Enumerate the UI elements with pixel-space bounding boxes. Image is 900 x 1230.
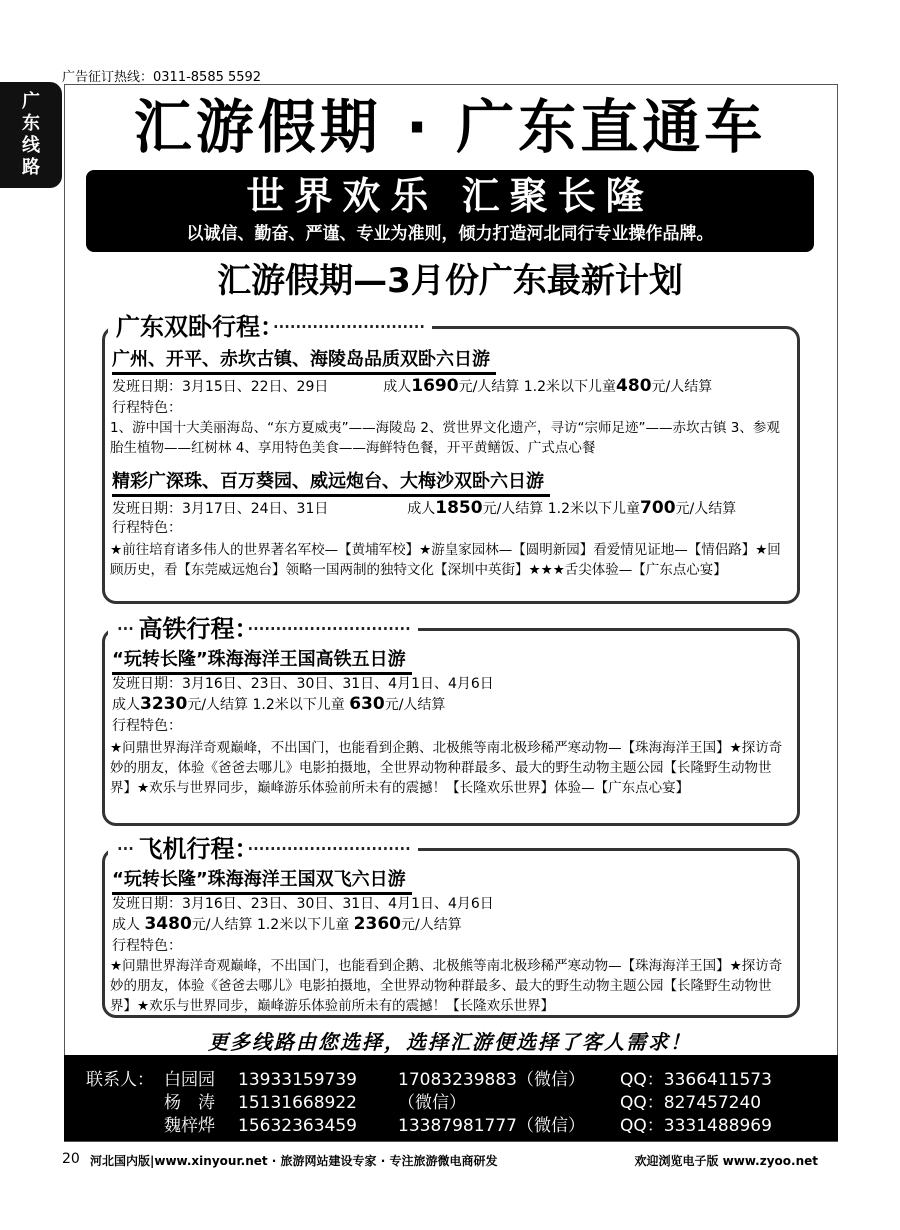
price-adult-unit: 元/人结算 1.2米以下儿童 [191,917,354,933]
dash-divider: ··························· [272,313,424,341]
feature-label: 行程特色： [112,520,182,536]
price-child-unit: 元/人结算 [651,379,713,395]
contact-label: 联系人： [86,1070,154,1090]
section-tab-guangdong [0,82,62,188]
price-child: 2360 [353,914,401,934]
more-routes-slogan: 更多线路由您选择，选择汇游便选择了客人需求！ [208,1030,692,1054]
contact-qq: QQ：3331488969 [620,1116,772,1136]
tour-title: “玩转长隆”珠海海洋王国双飞六日游 [112,868,412,895]
feature-label: 行程特色： [112,400,182,416]
price-child-unit: 元/人结算 [384,697,446,713]
price-adult: 1850 [435,498,483,518]
tour-dates: 发班日期：3月16日、23日、30日、31日、4月1日、4月6日 [112,676,494,692]
contact-phone: 15632363459 [238,1116,357,1136]
contact-name: 白园园 [164,1070,215,1090]
dash-divider: ··· [116,835,139,863]
contact-name: 杨 涛 [164,1093,215,1113]
page-number: 20 [62,1151,80,1167]
tour-title: “玩转长隆”珠海海洋王国高铁五日游 [112,648,412,675]
section-head-text: 高铁行程： [138,615,247,643]
tour-title: 广州、开平、赤坎古镇、海陵岛品质双卧六日游 [112,348,496,375]
side-tab-char: 东 [22,113,40,134]
side-tab-char: 广 [22,91,40,112]
tour-dates-line [112,498,736,519]
section-head-double [108,312,432,342]
tour-features: 1、游中国十大美丽海岛、“东方夏威夷”——海陵岛 2、赏世界文化遗产，寻访“宗师足迹”——赤坎古镇 3、参观胎生植物——红树林 4、享用特色美食——海鲜特色餐，开平黄鳝饭、广式点心餐 [110,420,780,456]
section-head-flight [108,834,418,864]
contact-qq: QQ：3366411573 [620,1070,772,1090]
price-adult-label: 成人 [383,379,412,395]
tour-features: ★问鼎世界海洋奇观巅峰，不出国门，也能看到企鹅、北极熊等南北极珍稀严寒动物—【珠海海洋王国】★探访奇妙的朋友，体验《爸爸去哪儿》电影拍摄地，全世界动物种群最多、最大的野生动物主题公园【长隆野生动物世界】★欢乐与世界同步，巅峰游乐体验前所未有的震撼！【长隆欢乐世界】 [110,958,783,1014]
banner-slogan: 世界欢乐 汇聚长隆 [246,173,654,218]
price-child-unit: 元/人结算 [401,917,462,933]
slogan-banner [86,170,814,252]
footer-ebook-link[interactable]: 欢迎浏览电子版 www.zyoo.net [634,1154,818,1168]
contact-phone: 15131668922 [238,1093,357,1113]
tour-features: ★前往培育诸多伟人的世界著名军校—【黄埔军校】★游皇家园林—【圆明新园】看爱情见证地—【情侣路】★回顾历史，看【东莞威远炮台】领略一国两制的独特文化【深圳中英街】★★★舌尖体验—【广东点心宴】 [110,542,781,578]
main-title: 汇游假期 · 广东直通车 [133,93,767,161]
tour-features: ★问鼎世界海洋奇观巅峰，不出国门，也能看到企鹅、北极熊等南北极珍稀严寒动物—【珠海海洋王国】★探访奇妙的朋友，体验《爸爸去哪儿》电影拍摄地，全世界动物种群最多、最大的野生动物主题公园【长隆野生动物世界】★欢乐与世界同步，巅峰游乐体验前所未有的震撼！【长隆欢乐世界】体验—【广东点心宴】 [110,740,783,796]
price-adult: 1690 [411,376,459,396]
feature-label: 行程特色： [112,938,182,954]
contact-wechat: 13387981777（微信） [398,1116,585,1136]
contact-wechat: 17083239883（微信） [398,1070,585,1090]
price-adult-unit: 元/人结算 1.2米以下儿童 [482,501,641,517]
contact-name: 魏梓烨 [164,1116,215,1136]
contact-qq: QQ：827457240 [620,1093,762,1113]
section-head-rail [108,614,418,644]
tour-price-line [112,694,445,715]
price-adult: 3480 [144,914,192,934]
price-adult-label: 成人 [112,917,145,933]
price-adult: 3230 [140,694,188,714]
feature-label: 行程特色： [112,718,182,734]
price-adult-label: 成人 [407,501,436,517]
tour-price-line [112,914,462,935]
price-adult-unit: 元/人结算 1.2米以下儿童 [458,379,617,395]
ad-hotline: 广告征订热线：0311-8585 5592 [62,70,262,85]
tour-dates: 发班日期：3月15日、22日、29日 [112,379,329,395]
side-tab-char: 线 [22,135,40,156]
price-child: 480 [616,376,652,396]
price-child-unit: 元/人结算 [675,501,737,517]
tour-dates: 发班日期：3月17日、24日、31日 [112,501,329,517]
section-head-text: 飞机行程： [138,835,247,863]
price-child: 700 [640,498,676,518]
price-adult-unit: 元/人结算 1.2米以下儿童 [187,697,350,713]
footer-publisher: 河北国内版|www.xinyour.net · 旅游网站建设专家 · 专注旅游微电商研发 [90,1154,498,1168]
section-head-text: 广东双卧行程： [116,313,272,341]
tour-title: 精彩广深珠、百万葵园、威远炮台、大梅沙双卧六日游 [112,470,550,497]
contact-phone: 13933159739 [238,1070,357,1090]
banner-tagline: 以诚信、勤奋、严谨、专业为准则，倾力打造河北同行专业操作品牌。 [186,224,714,244]
tour-dates-line [112,376,712,397]
tour-dates: 发班日期：3月16日、23日、30日、31日、4月1日、4月6日 [112,896,494,912]
price-child: 630 [349,694,385,714]
dash-divider: ··· [116,615,139,643]
contact-wechat: （微信） [398,1093,466,1113]
plan-title: 汇游假期—3月份广东最新计划 [217,261,683,301]
contact-bar [64,1055,838,1141]
price-adult-label: 成人 [112,697,140,713]
dash-divider: ····························· [246,835,410,863]
side-tab-char: 路 [22,157,40,178]
dash-divider: ····························· [246,615,410,643]
